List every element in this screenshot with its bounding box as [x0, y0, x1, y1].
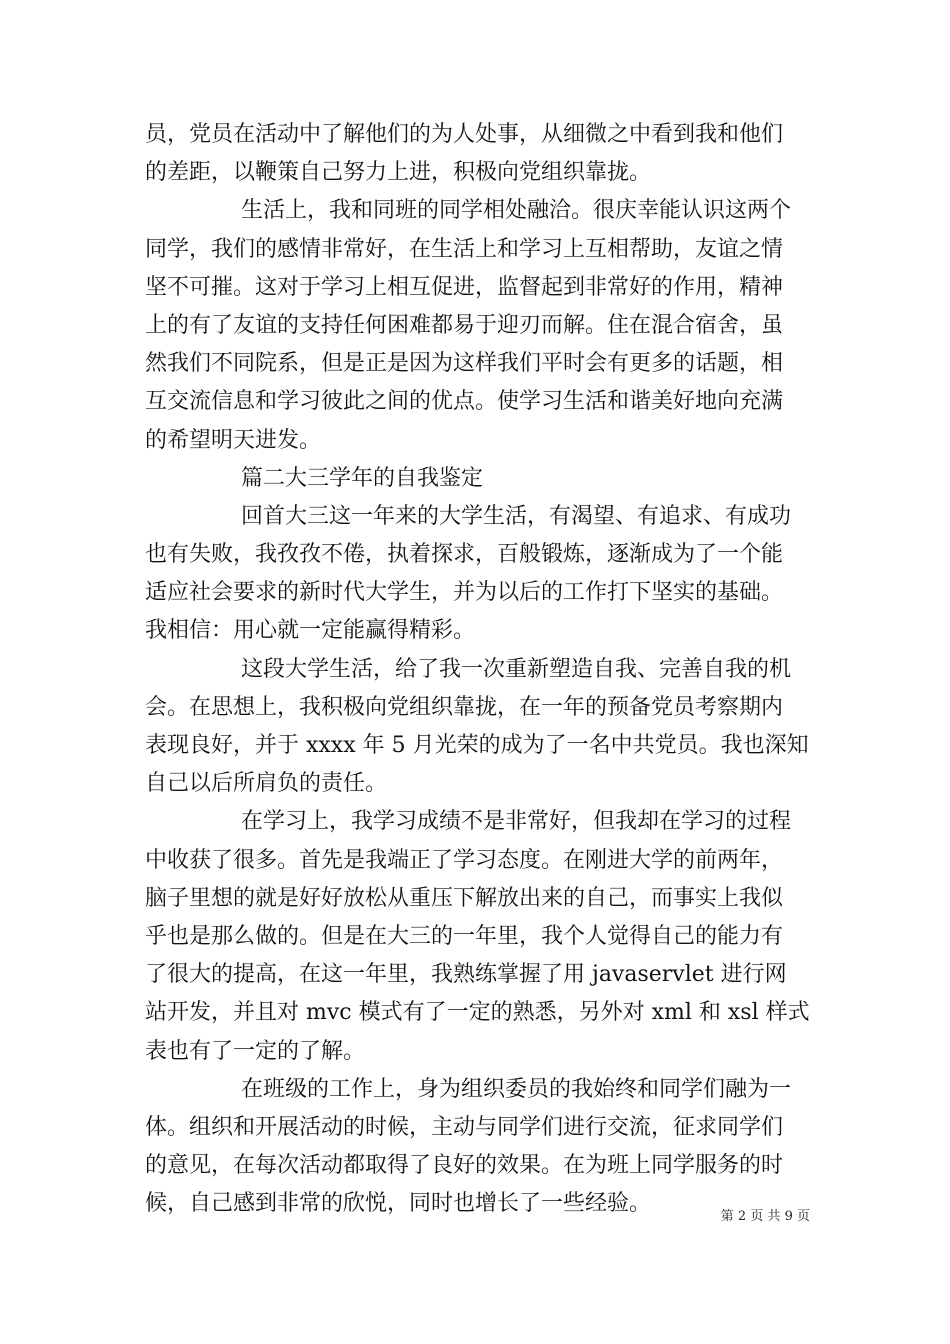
text-line: 的意见，在每次活动都取得了良好的效果。在为班上同学服务的时	[145, 1153, 784, 1179]
text-line: 会。在思想上，我积极向党组织靠拢，在一年的预备党员考察期内	[145, 694, 784, 720]
section-heading: 篇二大三学年的自我鉴定	[241, 465, 484, 491]
paragraph-start-line: 在班级的工作上，身为组织委员的我始终和同学们融为一	[241, 1076, 792, 1102]
text-line: 脑子里想的就是好好放松从重压下解放出来的自己，而事实上我似	[145, 885, 784, 911]
text-line: 了很大的提高，在这一年里，我熟练掌握了用 javaservlet 进行网	[145, 962, 787, 988]
text-line: 我相信：用心就一定能赢得精彩。	[145, 618, 476, 644]
text-line: 表现良好，并于 xxxx 年 5 月光荣的成为了一名中共党员。我也深知	[145, 733, 809, 758]
text-line: 的希望明天进发。	[145, 427, 322, 453]
text-line: 同学，我们的感情非常好，在生活上和学习上互相帮助，友谊之情	[145, 236, 784, 262]
paragraph-start-line: 回首大三这一年来的大学生活，有渴望、有追求、有成功	[241, 503, 792, 529]
text-line: 的差距，以鞭策自己努力上进，积极向党组织靠拢。	[145, 160, 652, 186]
text-line: 候，自己感到非常的欣悦，同时也增长了一些经验。	[145, 1191, 652, 1217]
paragraph-start-line: 生活上，我和同班的同学相处融洽。很庆幸能认识这两个	[241, 198, 792, 224]
text-line: 互交流信息和学习彼此之间的优点。使学习生活和谐美好地向充满	[145, 389, 784, 415]
text-line: 也有失败，我孜孜不倦，执着探求，百般锻炼，逐渐成为了一个能	[145, 542, 784, 568]
text-line: 上的有了友谊的支持任何困难都易于迎刃而解。住在混合宿舍，虽	[145, 312, 784, 338]
text-line: 坚不可摧。这对于学习上相互促进，监督起到非常好的作用，精神	[145, 274, 784, 300]
text-line: 自己以后所肩负的责任。	[145, 771, 388, 797]
text-line: 表也有了一定的了解。	[145, 1038, 366, 1064]
text-line: 然我们不同院系，但是正是因为这样我们平时会有更多的话题，相	[145, 351, 784, 377]
text-line: 体。组织和开展活动的时候，主动与同学们进行交流，征求同学们	[145, 1114, 784, 1140]
paragraph-start-line: 这段大学生活，给了我一次重新塑造自我、完善自我的机	[241, 656, 792, 682]
text-line: 适应社会要求的新时代大学生，并为以后的工作打下坚实的基础。	[145, 580, 784, 606]
text-line: 站开发，并且对 mvc 模式有了一定的熟悉，另外对 xml 和 xsl 样式	[145, 1000, 810, 1026]
text-line: 乎也是那么做的。但是在大三的一年里，我个人觉得自己的能力有	[145, 923, 784, 949]
paragraph-start-line: 在学习上，我学习成绩不是非常好，但我却在学习的过程	[241, 809, 792, 835]
page-number-footer: 第 2 页 共 9 页	[720, 1209, 810, 1224]
text-line: 员，党员在活动中了解他们的为人处事，从细微之中看到我和他们	[145, 122, 784, 147]
text-line: 中收获了很多。首先是我端正了学习态度。在刚进大学的前两年，	[145, 847, 784, 873]
body-text	[145, 116, 813, 1223]
